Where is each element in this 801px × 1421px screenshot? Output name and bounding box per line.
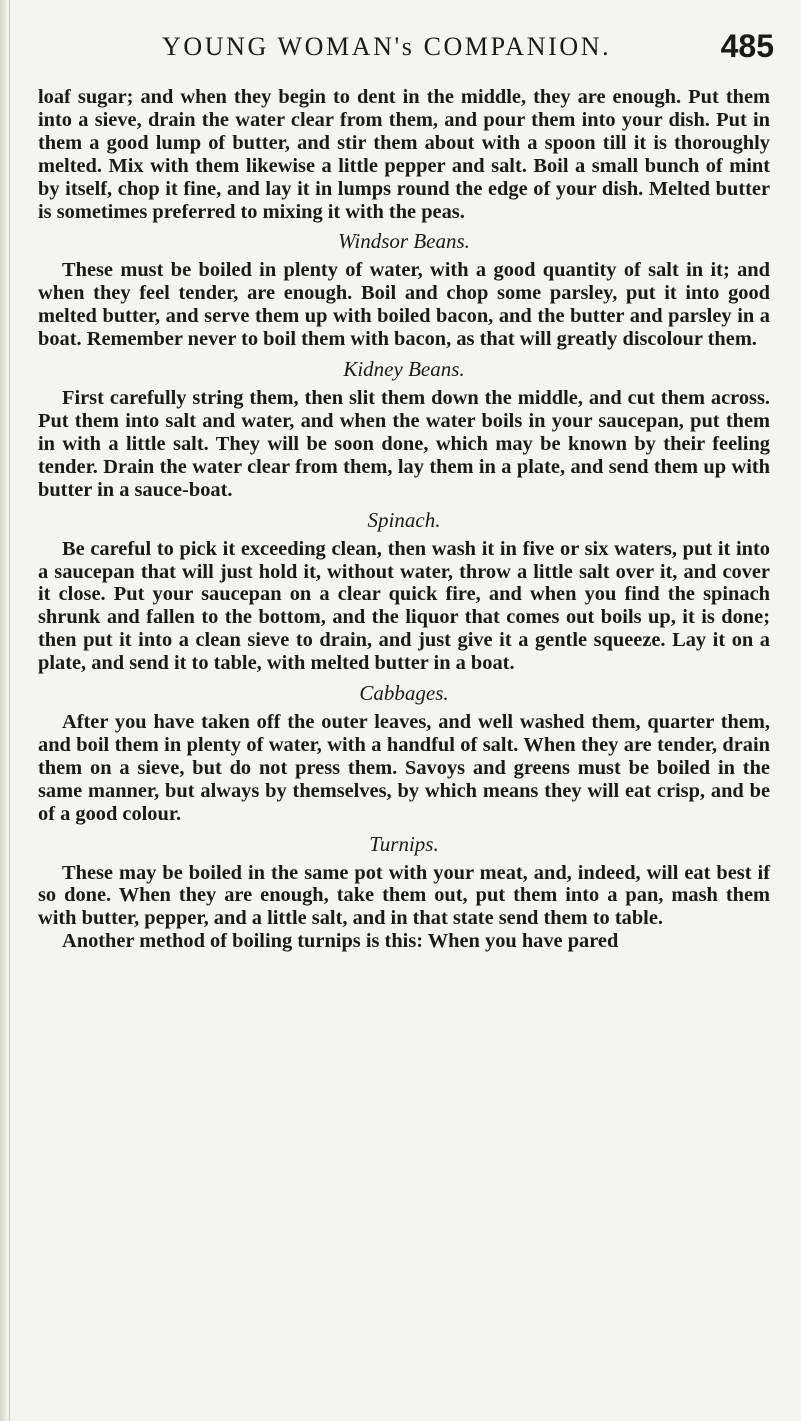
running-head xyxy=(38,14,774,74)
section-title-turnips: Turnips. xyxy=(369,831,439,856)
intro-paragraph: loaf sugar; and when they begin to dent in the middle, they are enough. Put them into a sieve, drain the water clear from them, and pour them into your dish. Put in them a good lump of butter, and stir them about with a spoon till it is thoroughly melted. Mix with them likewise a little pepper and salt. Boil a small bunch of mint by itself, chop it fine, and lay it in lumps round the edge of your dish. Melted butter is sometimes preferred to mixing it with the peas. xyxy=(38,86,770,223)
section-title-cabbages: Cabbages. xyxy=(359,681,449,706)
section-title-windsor-beans: Windsor Beans. xyxy=(338,229,470,254)
page-number: 485 xyxy=(720,28,774,64)
kidney-beans-paragraph: First carefully string them, then slit them down the middle, and cut them across. Put them into salt and water, and when the water boils in your saucepan, put them in with a little salt. They will be soon done, which may be known by their feeling tender. Drain the water clear from them, lay them in a plate, and send them up with butter in a sauce-boat. xyxy=(38,387,770,501)
turnips-paragraph: These may be boiled in the same pot with your meat, and, indeed, will eat best if so done. When they are enough, take them out, put them into a pan, mash them with butter, pepper, and a little salt, and in that state send them to table. xyxy=(38,861,770,930)
section-title-spinach: Spinach. xyxy=(367,507,441,532)
running-title: YOUNG WOMAN's COMPANION. xyxy=(162,32,612,61)
spinach-paragraph: Be careful to pick it exceeding clean, then wash it in five or six waters, put it into a saucepan that will just hold it, without water, throw a little salt over it, and cover it close. Put your saucepan on a clear quick fire, and when you find the spinach shrunk and fallen to the bottom, and the liquor that comes out boils up, it is done; then put it into a clean sieve to drain, and just give it a gentle squeeze. Lay it on a plate, and send it to table, with melted butter in a boat. xyxy=(38,537,770,675)
cabbages-paragraph: After you have taken off the outer leaves, and well washed them, quarter them, and boil them in plenty of water, with a handful of salt. When they are tender, drain them on a sieve, but do not press them. Savoys and greens must be boiled in the same manner, but always by themselves, by which means they will eat crisp, and be of a good colour. xyxy=(38,711,770,825)
page-body xyxy=(38,86,770,953)
section-title-kidney-beans: Kidney Beans. xyxy=(343,357,465,382)
binding-shadow xyxy=(0,0,8,1421)
binding-line xyxy=(9,0,10,1421)
book-page xyxy=(38,14,774,953)
turnips-paragraph-continued: Another method of boiling turnips is this: When you have pared xyxy=(62,930,619,953)
windsor-beans-paragraph: These must be boiled in plenty of water, with a good quantity of salt in it; and when they feel tender, are enough. Boil and chop some parsley, put it into good melted butter, and serve them up with boiled bacon, and the butter and parsley in a boat. Remember never to boil them with bacon, as that will greatly discolour them. xyxy=(38,259,770,351)
